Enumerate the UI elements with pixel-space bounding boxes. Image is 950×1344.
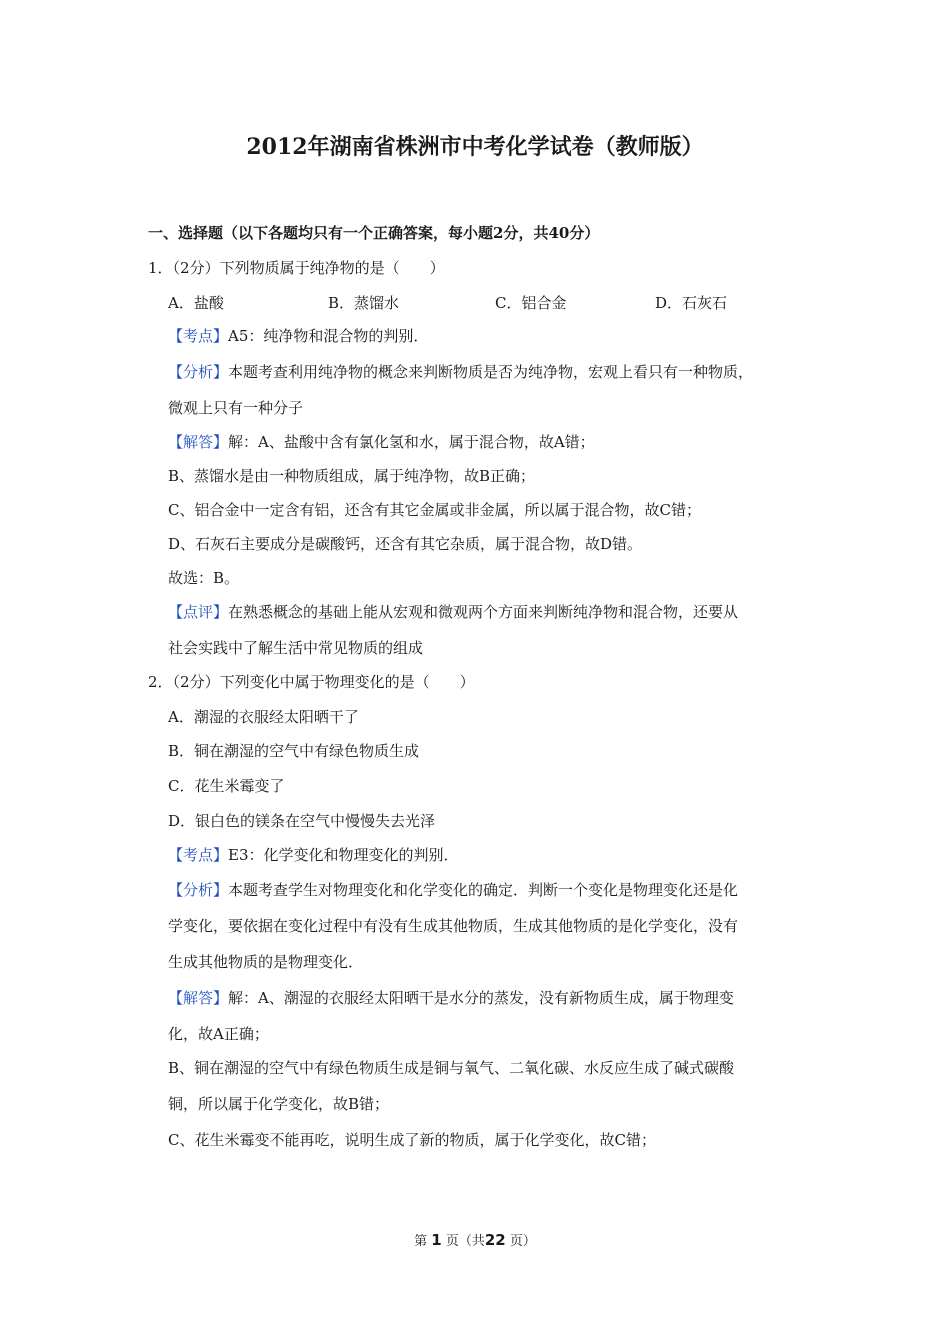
question-2-stem: 2．（2分）下列变化中属于物理变化的是（ ） <box>148 673 475 691</box>
q2-option-c: C．花生米霉变了 <box>168 777 285 795</box>
q2-fenxi-text-3: 生成其他物质的是物理变化． <box>168 953 364 971</box>
footer-middle: 页（共 <box>445 1234 485 1249</box>
q2-fenxi <box>168 880 738 900</box>
q2-jieda-text-5: C、花生米霉变不能再吃，说明生成了新的物质，属于化学变化，故C错； <box>168 1131 656 1149</box>
q1-fenxi-text-2: 微观上只有一种分子 <box>168 399 304 417</box>
q1-jieda-text-1: 解：A、盐酸中含有氯化氢和水，属于混合物，故A错； <box>228 433 595 451</box>
q1-jieda-text-4: D、石灰石主要成分是碳酸钙，还含有其它杂质，属于混合物，故D错。 <box>168 535 643 553</box>
q1-option-d: D．石灰石 <box>655 294 728 312</box>
q2-jieda-text-3: B、铜在潮湿的空气中有绿色物质生成是铜与氧气、二氧化碳、水反应生成了碱式碳酸 <box>168 1059 735 1077</box>
q1-dianping-tag: 【点评】 <box>168 603 229 621</box>
footer-page-number: 1 <box>431 1231 442 1249</box>
q2-jieda <box>168 988 734 1008</box>
footer-suffix: 页） <box>509 1234 536 1249</box>
q2-jieda-text-4: 铜，所以属于化学变化，故B错； <box>168 1095 390 1113</box>
page-title: 2012年湖南省株洲市中考化学试卷（教师版） <box>246 134 704 160</box>
footer-total-pages: 22 <box>484 1231 506 1249</box>
q1-jieda-text-2: B、蒸馏水是由一种物质组成，属于纯净物，故B正确； <box>168 467 536 485</box>
q2-jieda-text-2: 化，故A正确； <box>168 1025 269 1043</box>
q1-fenxi-text-1: 本题考查利用纯净物的概念来判断物质是否为纯净物，宏观上看只有一种物质， <box>228 363 754 381</box>
q1-dianping <box>168 602 738 622</box>
q2-fenxi-tag: 【分析】 <box>168 881 229 899</box>
q1-jieda <box>168 432 595 452</box>
q1-jieda-text-5: 故选：B。 <box>168 569 240 587</box>
q2-option-b: B．铜在潮湿的空气中有绿色物质生成 <box>168 742 420 760</box>
q1-jieda-text-3: C、铝合金中一定含有铝，还含有其它金属或非金属，所以属于混合物，故C错； <box>168 501 701 519</box>
q1-jieda-tag: 【解答】 <box>168 433 229 451</box>
q2-kaodian-text: E3：化学变化和物理变化的判别． <box>228 846 459 864</box>
q1-option-c: C．铝合金 <box>495 294 567 312</box>
question-1-stem: 1．（2分）下列物质属于纯净物的是（ ） <box>148 259 445 277</box>
q2-fenxi-text-1: 本题考查学生对物理变化和化学变化的确定．判断一个变化是物理变化还是化 <box>228 881 739 899</box>
q1-option-a: A．盐酸 <box>168 294 224 312</box>
q2-fenxi-text-2: 学变化，要依据在变化过程中有没有生成其他物质，生成其他物质的是化学变化，没有 <box>168 917 739 935</box>
q1-option-b: B．蒸馏水 <box>328 294 400 312</box>
q1-fenxi-tag: 【分析】 <box>168 363 229 381</box>
section-heading: 一、选择题（以下各题均只有一个正确答案，每小题2分，共40分） <box>148 224 600 242</box>
page-footer <box>0 1230 950 1249</box>
q2-jieda-tag: 【解答】 <box>168 989 229 1007</box>
q1-kaodian-tag: 【考点】 <box>168 327 229 345</box>
q2-option-a: A．潮湿的衣服经太阳晒干了 <box>168 708 359 726</box>
q2-kaodian <box>168 845 459 865</box>
q2-jieda-text-1: 解：A、潮湿的衣服经太阳晒干是水分的蒸发，没有新物质生成，属于物理变 <box>228 989 734 1007</box>
q1-kaodian-text: A5：纯净物和混合物的判别． <box>228 327 429 345</box>
q1-kaodian <box>168 326 428 346</box>
q1-dianping-text-1: 在熟悉概念的基础上能从宏观和微观两个方面来判断纯净物和混合物，还要从 <box>228 603 739 621</box>
q2-kaodian-tag: 【考点】 <box>168 846 229 864</box>
q1-dianping-text-2: 社会实践中了解生活中常见物质的组成 <box>168 639 424 657</box>
q1-fenxi <box>168 362 753 382</box>
footer-prefix: 第 <box>414 1234 428 1249</box>
q2-option-d: D．银白色的镁条在空气中慢慢失去光泽 <box>168 812 436 830</box>
